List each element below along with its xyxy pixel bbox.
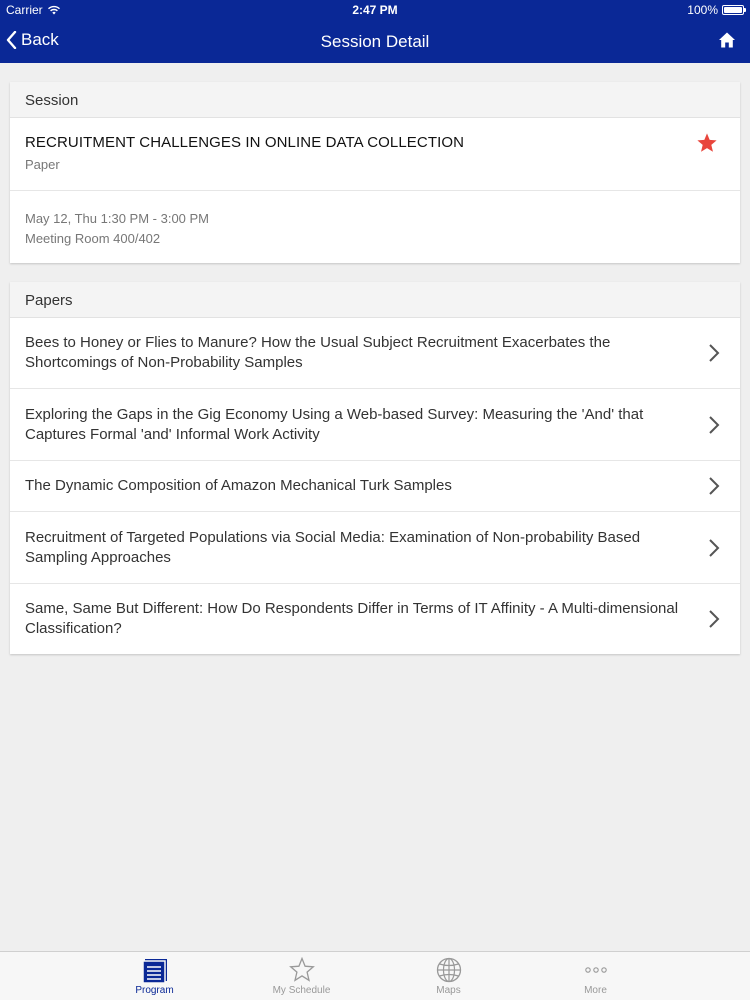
battery-info bbox=[687, 3, 744, 17]
tab-label: My Schedule bbox=[272, 985, 331, 996]
paper-row[interactable] bbox=[10, 512, 740, 584]
more-dots-icon bbox=[583, 957, 609, 983]
program-icon bbox=[142, 957, 168, 983]
paper-title: The Dynamic Composition of Amazon Mechanical Turk Samples bbox=[25, 477, 452, 494]
status-time: 2:47 PM bbox=[352, 3, 398, 17]
battery-percent: 100% bbox=[687, 3, 718, 17]
status-bar bbox=[0, 0, 750, 22]
paper-title: Recruitment of Targeted Populations via Social Media: Examination of Non-probability Based Sampling Approaches bbox=[25, 528, 641, 566]
page-title: Session Detail bbox=[320, 32, 430, 51]
chevron-right-icon bbox=[708, 609, 720, 629]
carrier-label: Carrier bbox=[6, 3, 43, 17]
session-title-row bbox=[10, 118, 740, 191]
chevron-right-icon bbox=[708, 538, 720, 558]
tab-bar bbox=[0, 951, 750, 1000]
tab-label: More bbox=[584, 985, 607, 996]
globe-icon bbox=[436, 957, 462, 983]
paper-title: Exploring the Gaps in the Gig Economy Using a Web-based Survey: Measuring the 'And' that Captures Formal 'and' Informal Work Activity bbox=[25, 405, 644, 443]
favorite-star-icon[interactable] bbox=[696, 132, 718, 154]
paper-row[interactable] bbox=[10, 318, 740, 389]
chevron-right-icon bbox=[708, 476, 720, 496]
back-label: Back bbox=[21, 30, 59, 49]
session-location: Meeting Room 400/402 bbox=[25, 231, 161, 246]
session-datetime: May 12, Thu 1:30 PM - 3:00 PM bbox=[25, 211, 210, 226]
chevron-right-icon bbox=[708, 415, 720, 435]
battery-icon bbox=[722, 5, 744, 15]
paper-row[interactable] bbox=[10, 389, 740, 461]
tab-my-schedule[interactable] bbox=[228, 952, 375, 1000]
navigation-bar bbox=[0, 22, 750, 63]
papers-header: Papers bbox=[10, 282, 740, 318]
paper-title: Bees to Honey or Flies to Manure? How the Usual Subject Recruitment Exacerbates the Shortcomings of Non-Probability Samples bbox=[25, 334, 611, 371]
top-bar bbox=[0, 0, 750, 63]
session-title: RECRUITMENT CHALLENGES IN ONLINE DATA COLLECTION bbox=[25, 134, 465, 151]
paper-row[interactable] bbox=[10, 584, 740, 654]
tab-label: Program bbox=[135, 985, 174, 996]
chevron-right-icon bbox=[708, 343, 720, 363]
tab-program[interactable] bbox=[81, 952, 228, 1000]
session-type: Paper bbox=[25, 157, 60, 172]
session-card bbox=[10, 82, 740, 263]
paper-row[interactable] bbox=[10, 461, 740, 512]
tab-maps[interactable] bbox=[375, 952, 522, 1000]
tab-more[interactable] bbox=[522, 952, 669, 1000]
papers-card bbox=[10, 282, 740, 654]
home-icon[interactable] bbox=[718, 31, 736, 49]
session-info bbox=[10, 191, 740, 267]
star-outline-icon bbox=[289, 957, 315, 983]
paper-title: Same, Same But Different: How Do Respondents Differ in Terms of IT Affinity - A Multi-dimensional Classification? bbox=[25, 600, 679, 637]
tab-label: Maps bbox=[436, 985, 461, 996]
session-header: Session bbox=[10, 82, 740, 118]
